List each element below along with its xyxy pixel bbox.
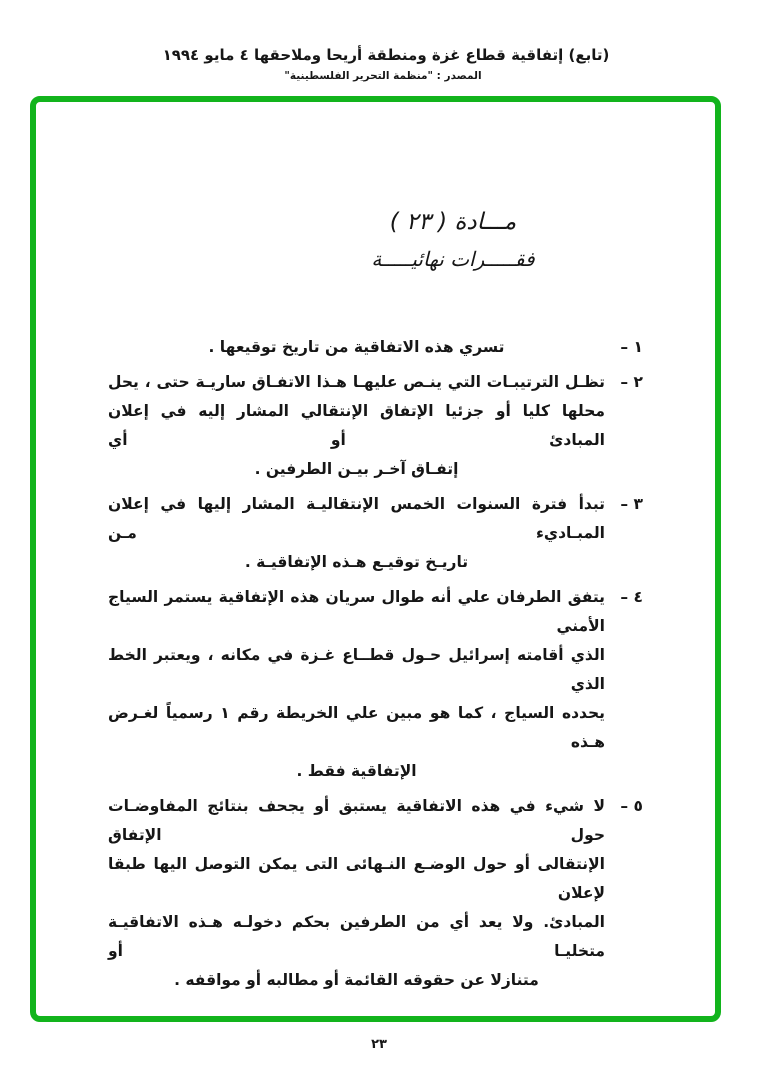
- paragraph-line: محلها كليا أو جزئيا الإتفاق الإنتقالي المشار إليه في إعلان المبادئ أو أي: [108, 402, 605, 449]
- paragraph: [108, 368, 643, 484]
- paragraph-number: ٣ –: [620, 495, 643, 513]
- paragraph-line: الإتفاقية فقط .: [296, 762, 417, 780]
- paragraph-line: لا شيء في هذه الاتفاقية يستبق أو يجحف بنتائج المفاوضـات حول الإتفاق: [108, 797, 605, 844]
- paragraph: [108, 490, 643, 577]
- paragraph: [108, 792, 643, 995]
- article-subtitle: فقـــــرات نهائيـــــة: [371, 247, 535, 271]
- paragraph-line: تسري هذه الاتفاقية من تاريخ توقيعها .: [208, 338, 505, 356]
- paragraph: [108, 583, 643, 786]
- page-number: ٢٣: [371, 1037, 387, 1052]
- article-heading: [303, 205, 603, 279]
- document-header-title: (تابع) إتفاقية قطاع غزة ومنطقة أريحا وملاحقها ٤ مايو ١٩٩٤: [162, 46, 610, 64]
- paragraph-line: تظـل الترتيبـات التي ينـص عليهـا هـذا الاتفـاق ساريـة حتى ، يحل: [108, 373, 605, 391]
- article-title: مـــادة ( ٢٣ ): [389, 209, 517, 235]
- paragraph-line: تبدأ فترة السنوات الخمس الإنتقاليـة المشار إليها في إعلان المبـاديء مـن: [108, 495, 605, 542]
- paragraph-number: ٥ –: [620, 797, 643, 815]
- paragraph-number: ١ –: [620, 338, 643, 356]
- paragraph-line: إتفـاق آخـر بيـن الطرفين .: [254, 460, 459, 478]
- paragraph-number: ٢ –: [620, 373, 643, 391]
- paragraphs: [108, 333, 643, 995]
- paragraph-line: يتفق الطرفان علي أنه طوال سريان هذه الإتفاقية يستمر السياج الأمني: [108, 588, 605, 635]
- paragraph-line: متنازلا عن حقوقه القائمة أو مطالبه أو مواقفه .: [174, 971, 539, 989]
- paragraph-line: المبادئ. ولا يعد أي من الطرفين بحكم دخولـه هـذه الاتفاقيـة متخليـا أو: [108, 913, 605, 960]
- paragraph-line: الذي أقامته إسرائيل حـول قطــاع غـزة في مكانه ، ويعتبر الخط الذي: [108, 646, 605, 693]
- document-source-line: المصدر : "منظمة التحرير الفلسطينية": [284, 70, 482, 82]
- paragraph: [108, 333, 643, 362]
- content-frame: [30, 96, 721, 1022]
- paragraph-number: ٤ –: [620, 588, 643, 606]
- paragraph-line: الإنتقالى أو حول الوضـع النـهائى التى يمكن التوصل اليها طبقا لإعلان: [108, 855, 605, 902]
- paragraph-line: تاريـخ توقيـع هـذه الإتفاقيـة .: [244, 553, 469, 571]
- paragraph-line: يحدده السياج ، كما هو مبين علي الخريطة رقم ١ رسمياً لغـرض هـذه: [108, 704, 605, 751]
